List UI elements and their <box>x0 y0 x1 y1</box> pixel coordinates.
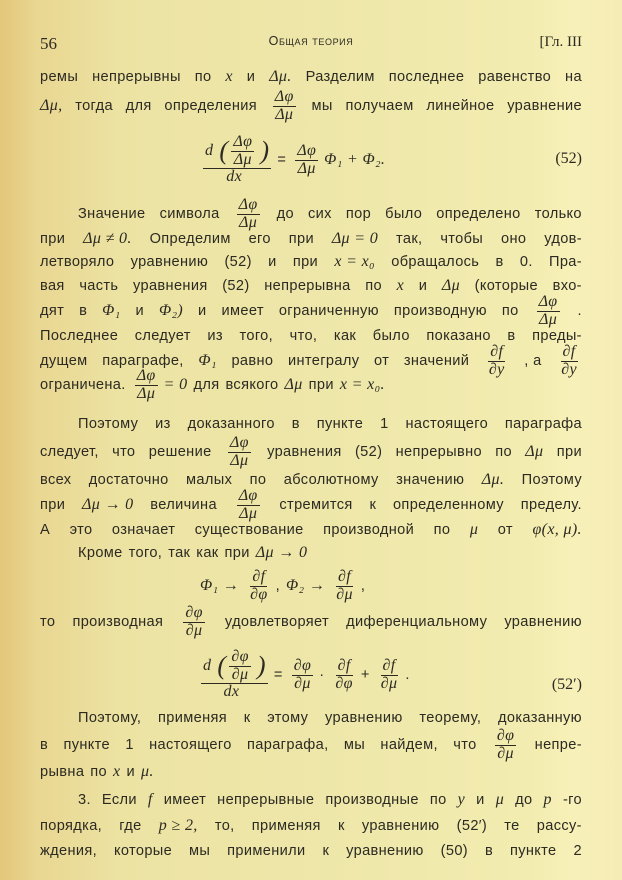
math-symbol: y <box>457 791 466 808</box>
math-symbol: Δμ → 0 <box>82 496 134 513</box>
math-symbol: Φ₁ <box>198 352 217 369</box>
text-line <box>200 130 391 190</box>
word: при <box>224 545 250 561</box>
word: . <box>405 667 410 683</box>
word: применяя <box>158 710 228 726</box>
word: Поэтому <box>521 472 582 488</box>
math-symbol: d <box>203 656 212 674</box>
math-symbol: Δμ ≠ 0. <box>83 230 132 247</box>
word: диференциальному <box>346 614 488 630</box>
word: = <box>273 667 283 683</box>
word: параграфа, <box>247 737 329 753</box>
fraction-denominator <box>222 684 248 701</box>
word: летворяло <box>40 254 115 270</box>
word: мы <box>343 737 366 753</box>
word: при <box>556 444 582 460</box>
word: мы <box>311 98 333 114</box>
word: непрерывные <box>217 792 315 808</box>
word: 2 <box>573 843 582 859</box>
word: так, <box>395 231 423 247</box>
word: порядка, <box>40 818 103 834</box>
parenthesis: ( <box>219 136 229 166</box>
math-symbol: p <box>543 791 552 808</box>
text-line <box>40 62 582 92</box>
word: найдем, <box>380 737 438 753</box>
word: сих <box>308 206 332 222</box>
word: и <box>476 792 485 808</box>
word: при <box>288 231 314 247</box>
word: Кроме <box>78 545 123 561</box>
word: где <box>119 818 142 834</box>
math-symbol: Δμ. <box>269 68 292 85</box>
word: в <box>79 303 88 319</box>
word: мы <box>189 843 211 859</box>
word: пор <box>345 206 372 222</box>
math-symbol: Φ₂ → <box>286 577 326 594</box>
fraction-numerator: ∂f <box>337 656 351 674</box>
word: только <box>534 206 582 222</box>
word: + <box>360 667 370 683</box>
math-symbol: p ≥ 2, <box>158 817 198 834</box>
word: уравнению <box>325 710 403 726</box>
fraction-numerator <box>203 134 271 170</box>
word: к <box>243 710 251 726</box>
word: определения <box>164 98 258 114</box>
word: удовлетворяет <box>224 614 330 630</box>
word: малых <box>186 472 233 488</box>
math-symbol: μ. <box>141 763 154 780</box>
fraction-numerator <box>201 649 268 685</box>
fraction-denominator: Δμ <box>233 150 252 168</box>
word: рассу- <box>536 818 582 834</box>
word: по <box>194 69 212 85</box>
fraction-denominator: ∂μ <box>185 621 203 639</box>
word: (52) <box>222 278 250 294</box>
word: существование <box>194 522 304 538</box>
chapter-label: [Гл. III <box>539 34 582 50</box>
fraction-denominator: Δμ <box>137 384 156 402</box>
fraction-numerator: Δφ <box>238 486 258 504</box>
word: уравнению <box>504 614 582 630</box>
word: символа <box>159 206 220 222</box>
word: Поэтому, <box>78 710 142 726</box>
math-symbol: Δμ. <box>481 471 505 488</box>
word: уравнению <box>130 254 209 270</box>
word: к <box>369 497 377 513</box>
fraction <box>203 134 271 186</box>
word: теорему, <box>419 710 482 726</box>
math-symbol: dx <box>223 683 240 701</box>
word: производная <box>72 614 164 630</box>
math-symbol: = 0 <box>163 376 188 393</box>
running-title: Общая теория <box>268 34 354 48</box>
word: по <box>501 303 519 319</box>
word: по <box>365 278 382 294</box>
word: (52′) <box>456 818 488 834</box>
word: по <box>433 522 451 538</box>
word: что, <box>289 328 318 344</box>
math-symbol: dx <box>226 168 243 186</box>
fraction-numerator: Δφ <box>297 141 317 159</box>
word: имеет <box>163 792 207 808</box>
word: преды- <box>532 328 582 344</box>
word: и <box>126 764 135 780</box>
word: вхо- <box>552 278 582 294</box>
word: уравнению <box>346 843 424 859</box>
word: из <box>207 328 223 344</box>
text-line <box>78 409 582 439</box>
fraction <box>334 569 355 604</box>
fraction-numerator: Δφ <box>238 195 258 213</box>
word: в <box>495 254 504 270</box>
fraction <box>333 658 354 693</box>
word: уравнения <box>133 278 208 294</box>
fraction-numerator: ∂f <box>562 342 576 360</box>
word: оно <box>501 231 527 247</box>
math-symbol: x = x₀ <box>334 253 375 270</box>
word: того, <box>239 328 274 344</box>
word: уравнения <box>267 444 342 460</box>
word: и <box>198 303 207 319</box>
word: что <box>453 737 477 753</box>
equation-number-52: (52) <box>555 150 582 167</box>
word: решение <box>148 444 212 460</box>
word: , <box>360 578 366 594</box>
fraction <box>183 605 204 640</box>
word: было <box>385 206 423 222</box>
word: в <box>507 328 516 344</box>
word: то <box>40 614 56 630</box>
word: равно <box>231 353 274 369</box>
page-number: 56 <box>40 34 57 53</box>
word: этому <box>267 710 309 726</box>
math-symbol: μ <box>469 521 479 538</box>
fraction-denominator <box>224 169 250 186</box>
word: непрерывно <box>395 444 482 460</box>
math-symbol: Δμ <box>441 277 460 294</box>
word: от <box>374 353 390 369</box>
fraction-denominator: Δμ <box>538 310 558 328</box>
word: ремы <box>40 69 79 85</box>
word: и <box>246 69 256 85</box>
fraction-numerator: ∂f <box>382 656 396 674</box>
math-symbol: φ(x, μ). <box>532 521 582 538</box>
word: абсолютному <box>283 472 379 488</box>
word: из <box>155 416 171 432</box>
word: вая <box>40 278 65 294</box>
word: тогда <box>75 98 113 114</box>
math-symbol: f <box>147 791 153 808</box>
word: для <box>193 377 220 393</box>
fraction-denominator: ∂y <box>488 360 505 378</box>
fraction-denominator: Δμ <box>230 451 249 469</box>
fraction-denominator: ∂φ <box>335 674 353 692</box>
word: ждения, <box>40 843 98 859</box>
math-symbol: x = x₀. <box>339 376 385 393</box>
text-line <box>200 567 371 603</box>
word: удов- <box>544 231 582 247</box>
word: , <box>275 578 281 594</box>
fraction-numerator: ∂φ <box>496 726 515 744</box>
word: линейное <box>426 98 495 114</box>
word: пункте <box>316 416 364 432</box>
fraction-denominator: Δμ <box>239 504 258 522</box>
word: часть <box>79 278 119 294</box>
math-symbol: d <box>205 141 214 159</box>
text-line <box>40 433 582 469</box>
word: при <box>40 231 66 247</box>
parenthesis: ) <box>256 651 266 681</box>
word: параграфа <box>504 416 582 432</box>
fraction-denominator: ∂y <box>561 360 577 378</box>
word: 3. <box>78 792 91 808</box>
fraction-numerator: ∂φ <box>231 647 249 665</box>
fraction-numerator: ∂f <box>490 342 504 360</box>
math-symbol: Δμ <box>284 376 303 393</box>
word: равенство <box>478 69 552 85</box>
word: и <box>135 303 145 319</box>
word: Поэтому <box>78 416 139 432</box>
word: производной <box>323 522 415 538</box>
math-symbol: Φ₂) <box>158 302 184 319</box>
word: дят <box>40 303 65 319</box>
word: . <box>577 303 582 319</box>
fraction <box>379 658 400 693</box>
word: пункте <box>509 843 557 859</box>
fraction <box>229 649 250 684</box>
fraction-numerator: Δφ <box>538 292 558 310</box>
text-line <box>78 538 582 568</box>
word: по <box>495 444 512 460</box>
word: Последнее <box>40 328 119 344</box>
word: которые <box>113 843 173 859</box>
word: Разделим <box>305 69 375 85</box>
math-symbol: μ <box>495 791 505 808</box>
word: для <box>125 98 152 114</box>
word: имеет <box>221 303 264 319</box>
word: Если <box>101 792 137 808</box>
fraction-numerator: ∂f <box>252 567 266 585</box>
word: при <box>292 254 319 270</box>
equation-number-52-prime: (52′) <box>551 676 582 693</box>
word: на <box>565 69 582 85</box>
fraction-denominator: ∂φ <box>250 585 268 603</box>
word: как <box>333 328 357 344</box>
word: производные <box>325 792 419 808</box>
word: всех <box>40 472 72 488</box>
word: Пра- <box>549 254 582 270</box>
word: к <box>337 818 345 834</box>
math-symbol: Δμ, <box>40 97 63 114</box>
fraction-denominator: Δμ <box>297 159 316 177</box>
word: следует <box>134 328 191 344</box>
math-symbol: x <box>396 277 405 294</box>
math-symbol: Δμ → 0 <box>255 544 308 561</box>
word: и <box>268 254 277 270</box>
word: того, <box>128 545 163 561</box>
math-symbol: Φ₁ → <box>200 577 240 594</box>
fraction-numerator: Δφ <box>233 132 253 150</box>
fraction <box>135 368 158 403</box>
math-symbol: Φ₁ + Φ₂. <box>324 151 386 168</box>
word: настоящего <box>405 416 489 432</box>
fraction-denominator: ∂μ <box>294 674 311 692</box>
word: применили <box>227 843 306 859</box>
fraction-numerator: Δφ <box>229 433 249 451</box>
word: (52) <box>354 444 383 460</box>
word: определено <box>436 206 521 222</box>
word: (50) <box>440 843 469 859</box>
word: пределу. <box>520 497 582 513</box>
text-line <box>40 726 582 762</box>
word: определенному <box>392 497 504 513</box>
word: 1 <box>125 737 134 753</box>
fraction-numerator: ∂f <box>337 567 352 585</box>
fraction-denominator: ∂μ <box>336 585 353 603</box>
word: и <box>418 278 428 294</box>
word: последнее <box>388 69 465 85</box>
text-line <box>198 645 416 705</box>
word: от <box>497 522 513 538</box>
parenthesis: ( <box>217 651 227 681</box>
word: (52) <box>224 254 252 270</box>
word: А <box>40 522 51 538</box>
word: показано <box>426 328 491 344</box>
math-symbol: Δμ = 0 <box>331 230 379 247</box>
word: непрерывна <box>264 278 351 294</box>
word: доказанную <box>498 710 582 726</box>
word: всякого <box>225 377 279 393</box>
word: уравнению <box>361 818 440 834</box>
word: стремится <box>279 497 353 513</box>
word: достаточно <box>88 472 169 488</box>
text-line <box>40 366 582 402</box>
word: в <box>291 416 300 432</box>
fraction-numerator: Δφ <box>136 366 156 384</box>
word: те <box>504 818 520 834</box>
word: по <box>429 792 447 808</box>
word: дущем <box>40 353 88 369</box>
word: непрерывны <box>92 69 181 85</box>
fraction <box>201 649 268 701</box>
word: при <box>308 377 334 393</box>
word: по <box>249 472 267 488</box>
word: ограничена. <box>40 377 126 393</box>
math-symbol: Δμ <box>525 443 544 460</box>
word: непре- <box>534 737 582 753</box>
word: при <box>40 497 66 513</box>
fraction <box>273 89 296 124</box>
math-symbol: x <box>113 763 121 780</box>
word: ограниченную <box>278 303 379 319</box>
word: как <box>196 545 219 561</box>
word: означает <box>111 522 176 538</box>
fraction-denominator: ∂μ <box>231 665 249 683</box>
parenthesis: ) <box>260 136 270 166</box>
word: до <box>515 792 533 808</box>
word: его <box>248 231 271 247</box>
fraction-denominator: Δμ <box>239 213 258 231</box>
word: · <box>319 667 325 683</box>
word: интегралу <box>288 353 360 369</box>
word: пункте <box>63 737 110 753</box>
word: в <box>40 737 49 753</box>
word: настоящего <box>149 737 232 753</box>
fraction <box>292 658 313 693</box>
word: что <box>112 444 136 460</box>
word: величина <box>150 497 217 513</box>
word: так <box>168 545 191 561</box>
word: обращалось <box>391 254 480 270</box>
word: 1 <box>380 416 389 432</box>
word: -го <box>562 792 582 808</box>
text-line <box>40 603 582 639</box>
word: до <box>276 206 294 222</box>
word: значению <box>396 472 465 488</box>
word: доказанного <box>187 416 275 432</box>
word: применяя <box>251 818 321 834</box>
fraction-denominator: ∂μ <box>497 744 514 762</box>
word: Значение <box>78 206 146 222</box>
word: следует, <box>40 444 99 460</box>
word: = <box>277 152 287 168</box>
fraction <box>295 143 318 178</box>
fraction-numerator: ∂φ <box>293 656 312 674</box>
fraction <box>248 569 269 604</box>
word: , а <box>524 353 542 369</box>
word: производную <box>393 303 487 319</box>
text-line <box>40 757 582 787</box>
fraction <box>231 134 254 169</box>
word: чтобы <box>440 231 484 247</box>
fraction-denominator: ∂μ <box>380 674 398 692</box>
word: параграфе, <box>102 353 184 369</box>
word: получаем <box>345 98 414 114</box>
text-line <box>40 836 582 866</box>
fraction-numerator: Δφ <box>274 87 294 105</box>
word: было <box>372 328 410 344</box>
word: по <box>90 764 108 780</box>
fraction-numerator: ∂φ <box>185 603 203 621</box>
math-symbol: x <box>225 68 233 85</box>
word: то, <box>214 818 235 834</box>
text-line <box>40 87 582 123</box>
word: значений <box>403 353 470 369</box>
word: рывна <box>40 764 85 780</box>
word: уравнение <box>507 98 582 114</box>
word: (которые <box>474 278 538 294</box>
word: 0. <box>519 254 533 270</box>
word: Определим <box>149 231 231 247</box>
word: это <box>69 522 93 538</box>
fraction-denominator: Δμ <box>275 105 294 123</box>
word: в <box>484 843 494 859</box>
word: к <box>322 843 330 859</box>
math-symbol: Φ₁ <box>102 302 121 319</box>
